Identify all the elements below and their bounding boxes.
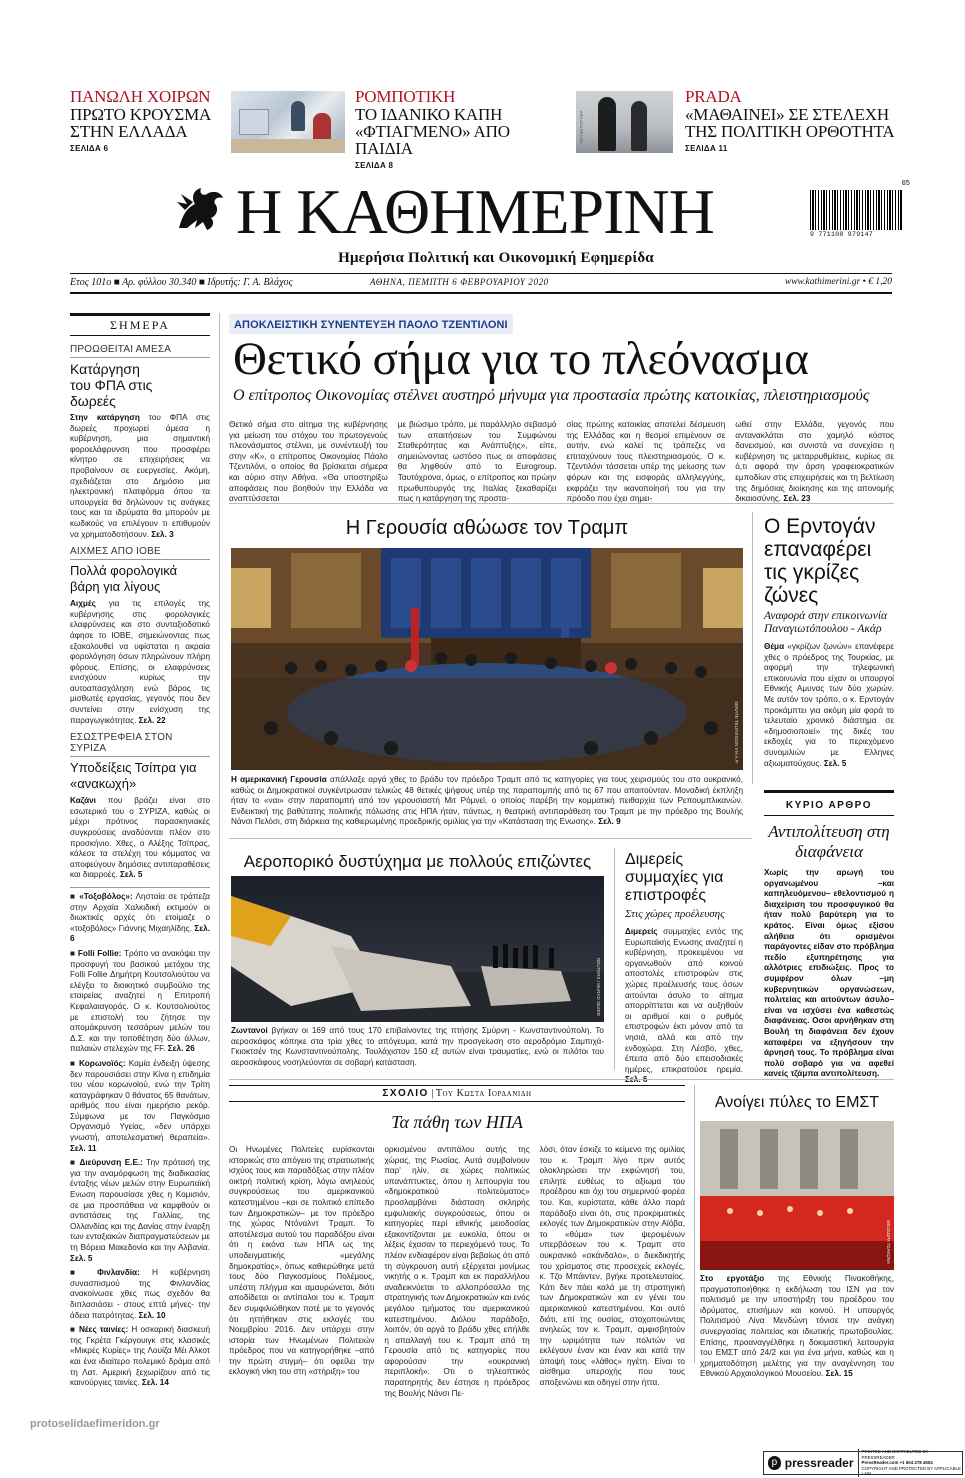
erdogan-deck: Αναφορά στην επικοινωνία Παναγιωτόπουλου - Ακάρ	[764, 610, 888, 635]
caption-page: Σελ. 15	[825, 1369, 853, 1379]
alliances-deck: Στις χώρες προέλευσης	[625, 908, 725, 920]
sidebar-item[interactable]	[70, 732, 210, 881]
editorial-label	[764, 790, 894, 816]
editorial-title: Αντιπολίτευση στη διαφάνεια	[768, 822, 890, 861]
crash-photo	[231, 876, 604, 1022]
erdogan-text: «γκρίζων ζωνών» επανέφερε χθες ο πρόεδρος της Τουρκίας, με αφορμή την τηλεφωνική επικοινωνία που είχαν οι υπουργοί Εθνικής Αμυνας των δύο χωρών. Με αυτόν τον τρόπο, ο κ. Ερντογάν προκάμπτει για ακόμη μία φορά το τελευταίο χρονικό διάστημα σε «δημοσιοποιεί» της δικές του εκδοχές για το περιεχόμενο συνομιλιών με Ελληνες αξιωματούχους.	[764, 642, 894, 768]
pressreader-badge[interactable]	[763, 1451, 963, 1475]
lead-kicker-label: ΑΠΟΚΛΕΙΣΤΙΚΗ ΣΥΝΕΝΤΕΥΞΗ ΠΑΟΛΟ ΤΖΕΝΤΙΛΟΝΙ	[234, 319, 508, 331]
erdogan-page: Σελ. 5	[823, 758, 847, 768]
sidebar-title: Υποδείξεις Τσίπρα για «ανακωχή»	[70, 760, 197, 792]
bullet-page: Σελ. 5	[70, 1253, 93, 1263]
teaser-1[interactable]	[70, 88, 230, 153]
emst-caption	[700, 1274, 894, 1380]
lead-col-1	[229, 420, 388, 504]
sidebar-page: Σελ. 3	[151, 529, 174, 539]
bullet-text: Λησταία σε τράπεζα στην Αρχαία Χαλκιδική εκτιμούν οι διωκτικές αρχές ότι ετοίμαζε ο «τοξοβόλος» Γιάννης Μιχαηλίδης.	[70, 892, 210, 933]
editorial-label-text: ΚΥΡΙΟ ΑΡΘΡΟ	[785, 800, 873, 811]
caption-lead: Στο εργοτάξιο	[700, 1274, 765, 1283]
column-rule-lower	[694, 1085, 695, 1363]
sidebar	[70, 313, 210, 1393]
sidebar-kicker: ΑΙΧΜΕΣ ΑΠΟ ΙΟΒΕ	[70, 546, 210, 560]
dateline-center: ΑΘΗΝΑ, ΠΕΜΠΤΗ 6 ΦΕΒΡΟΥΑΡΙΟΥ 2020	[370, 277, 549, 287]
teaser-page: ΣΕΛΙΔΑ 8	[355, 161, 394, 170]
sidebar-bullet[interactable]: ■ Folli Follie: Τρόπο να ανακόψει την προσφυγή του βασικού μετόχου της Folli Follie Δημήτρη Κουτσολιούτου να ελέγξει το διοικητικό συμβούλιο της εταιρείας αναζητεί η Επιτροπή Κεφαλαιαγοράς. Ο κ. Κουτσολιούτος με επιστολή του ζήτησε την απομάκρυνση τεσσάρων μελών του Δ.Σ. και την τοποθέτηση δύο άλλων, παλαιών στελεχών της FF. Σελ. 26	[70, 948, 210, 1054]
lead-rule	[229, 503, 894, 504]
dateline-rule-top	[70, 273, 892, 274]
sidebar-header-label: ΣΗΜΕΡΑ	[110, 318, 170, 332]
erdogan-story[interactable]	[764, 515, 894, 769]
editorial[interactable]	[764, 790, 894, 1080]
commentary-title[interactable]: Τα πάθη των ΗΠΑ	[391, 1112, 523, 1132]
sidebar-text: που βράζει είναι στο εσωτερικό του ο ΣΥΡΙΖΑ, καθώς οι μέχρι πρότινος παρασκηνιακές συγκρούσεις αναδύονται πλέον στο προσκήνιο. Χθες, ο Αλέξης Τσίπρας, κάλεσε τα στελέχη του κόμματος να αποφεύγουν δημόσιες αντιπαραθέσεις και διαρροές.	[70, 796, 210, 880]
lead-text: Θετικό σήμα στο αίτημα της κυβέρνησης για μείωση του στόχου του πρωτογενούς πλεονάσματος στέλνει, με συνέντευξή του στην «Κ», ο επίτροπος Οικονομίας Πάολο Τζεντιλόνι, ο οποίος θα βρίσκεται σήμερα και αύριο στην Αθήνα. «Θα υποστηρίξω αποφάσεις που βοηθούν την Ελλάδα να αναπτύσσεται	[229, 420, 388, 504]
bullet-lead: Νέες ταινίες:	[78, 1325, 129, 1335]
bullet-page: Σελ. 26	[167, 1044, 195, 1054]
sidebar-bullet[interactable]: ■ Διεύρυνση Ε.Ε.: Την πρότασή της για την αναμόρφωση της διαδικασίας ένταξης νέων μελών στην Ευρωπαϊκή Ενωση παρουσίασε χθες η Κομισιόν, σε μια προσπάθεια να καμφθούν οι αντιστάσεις της Γαλλίας, της Ολλανδίας και της Δανίας στην έναρξη των ενταξιακών διαπραγματεύσεων με τη Βόρεια Μακεδονία και την Αλβανία. Σελ. 5	[70, 1158, 210, 1263]
teaser-title: ΤΟ ΙΔΑΝΙΚΟ ΚΑΠΗ «ΦΤΙΑΓΜΕΝΟ» ΑΠΟ ΠΑΙΔΙΑ	[355, 105, 510, 158]
masthead-subtitle: Ημερήσια Πολιτική και Οικονομική Εφημερίδα	[338, 250, 654, 266]
alliances-text: συμμαχίες εντός της Ευρωπαϊκής Ενωσης αναζητεί η κυβέρνηση, προκειμένου να οργανωθούν από κοινού αποστολές επιστροφών στις χώρες προέλευσής τους όσων αιτούνται άσυλο το αίτημα απορρίπτεται και να αυξηθούν οι αριθμοί και ο ρυθμός επιστροφών έκτι μόνον από τα νησιά, αλλά και από την ενδοχώρα. Στη Λέσβο, χθες, έπειτα από δύο επεισοδιακές ημέρες, επικρατούσε ηρεμία.	[625, 927, 743, 1074]
sidebar-text: του ΦΠΑ στις δωρεές προχωρεί άμεσα η κυβέρνηση, μια σημαντική φοροελάφρυνση που προσφέρει κίνητρο σε επιχειρήσεις να προβαίνουν σε ευεργεσίες. Ακόμη, σχεδιάζεται στο Δημόσιο μια ηλεκτρονική πλατφόρμα όπου τα υπουργεία θα δηλώνουν τις ανάγκες τους και τα ιδρύματα θα μπορούν με κωδικούς να επιλέγουν τι επιθυμούν να χρηματοδοτήσουν.	[70, 413, 210, 539]
column-rule-right	[752, 512, 753, 784]
teaser-title: ΠΡΩΤΟ ΚΡΟΥΣΜΑ ΣΤΗΝ ΕΛΛΑΔΑ	[70, 105, 211, 141]
lead-body	[229, 420, 894, 504]
dateline-left: Ετος 101ο ■ Αρ. φύλλου 30.340 ■ Ιδρυτής: Γ. Α. Βλάχος	[70, 277, 293, 288]
teaser-kicker: ΠΑΝΩΛΗ ΧΟΙΡΩΝ	[70, 87, 211, 106]
photo-credit: SENATE TELEVISION VIA A.P.	[734, 701, 739, 764]
bullet-lead: Folli Follie:	[77, 948, 122, 958]
commentary-label: ΣΧΟΛΙΟ	[382, 1088, 429, 1099]
teaser-kicker: PRADA	[685, 87, 742, 106]
teaser-2[interactable]	[355, 88, 555, 170]
photo-credit: ΘΕΟΔΩΡΑ ΤΣΑΚΩΝΑ	[886, 1219, 891, 1264]
sidebar-header	[70, 313, 210, 336]
dateline-right: www.kathimerini.gr • € 1,20	[784, 277, 892, 287]
commentary-col-1: Οι Ηνωμένες Πολιτείες ευρίσκονται ιστορικώς στο απόγειο της στρατιωτικής ισχύος τους και παραδόξως στην πλέον οικτρή πολιτική κρίση, λόγω ανηλεούς συγκρούσεως του αμερικανικού κατεστημένου –και σε πολιτικό επίπεδο των Δημοκρατικών– με τον πρόεδρο της χώρας Ντόναλντ Τραμπ. Το αποτέλεσμα αυτού του παραδόξου είναι ότι η εικόνα των ΗΠΑ ως της υποδειγματικής «μεγάλης δημοκρατίας», όπως καθιερώθηκε μετά τους δύο Παγκοσμίους Πολέμους, υπέστη πλήγμα και αμαυρώνεται, διότι αποδίδεται οι αντίπαλοι του κ. Τραμπ δεν συμφιλιώθηκαν ποτέ με το γεγονός ότι ηττήθηκαν στις εκλογές του Νοεμβρίου 2016. Δεν υπάρχει στην ιστορία των Ηνωμένων Πολιτειών πρόεδρος που να κατηγορήθηκε –από την πρώτη στιγμή– ότι οφείλει την εκλογική νίκη του στη «στήριξη» του	[229, 1145, 375, 1377]
teaser-title: «ΜΑΘΑΙΝΕΙ» ΣΕ ΣΤΕΛΕΧΗ ΤΗΣ ΠΟΛΙΤΙΚΗ ΟΡΘΟΤΗΤΑ	[685, 105, 895, 141]
sidebar-item[interactable]	[70, 344, 210, 540]
footer-site[interactable]: protoselidaefimeridon.gr	[30, 1418, 160, 1430]
lead-col-2	[397, 420, 557, 504]
erdogan-lead: Θέμα	[764, 642, 785, 651]
lead-kicker	[229, 314, 513, 334]
sidebar-page: Σελ. 22	[138, 715, 166, 725]
commentary-sep: |	[431, 1088, 436, 1099]
bullet-lead: Κορωνοϊός:	[79, 1058, 126, 1068]
bullet-text: Την πρότασή της για την αναμόρφωση της διαδικασίας ένταξης νέων μελών στην Ευρωπαϊκή Ενωση παρουσίασε χθες η Κομισιόν, σε μια προσπάθεια να καμφθούν οι αντιστάσεις της Γαλλίας, της Ολλανδίας και της Δανίας στην έναρξη των ενταξιακών διαπραγματεύσεων με τη Βόρεια Μακεδονία και την Αλβανία.	[70, 1158, 210, 1252]
griffin-logo	[173, 184, 228, 236]
teaser-3-photo	[576, 91, 673, 153]
crash-caption	[231, 1026, 604, 1068]
teaser-2-photo	[231, 91, 345, 153]
lead-col-4	[735, 420, 894, 504]
crash-headline[interactable]: Αεροπορικό δυστύχημα με πολλούς επιζώντες	[243, 852, 592, 871]
pressreader-line: COPYRIGHT AND PROTECTED BY APPLICABLE LAW	[861, 1465, 961, 1477]
bullet-text: Η οσκαρική διασκευή της Γκρέτα Γκέργουιγκ στις κλασικές «Μικρές Κυρίες» της Λουίζα Μέι Αλκοτ και ένα ιδιαίτερο πολεμικό δράμα από τη Λατ. Αμερική ξεχωρίζουν από τις καινούργιες ταινίες.	[70, 1325, 210, 1388]
masthead-title: Η ΚΑΘΗΜΕΡΙΝΗ	[236, 176, 714, 247]
bullet-page: Σελ. 10	[138, 1310, 166, 1320]
bullet-text: Η κυβέρνηση συνασπισμού της Φινλανδίας ανακοίνωσε χθες πως σχεδόν θα διπλασιάσει - στους επτά μήνες- την άδεια πατρότητας.	[70, 1268, 210, 1320]
sidebar-bullet[interactable]: ■ «Τοξοβόλος»: Λησταία σε τράπεζα στην Αρχαία Χαλκιδική εκτιμούν οι διωκτικές αρχές ότι ετοίμαζε ο «τοξοβόλος» Γιάννης Μιχαηλίδης. Σελ. 6	[70, 892, 210, 944]
commentary-author: Του Κωστα Ιορδανιδη	[435, 1088, 532, 1099]
caption-text: βγήκαν οι 169 από τους 170 επιβαίνοντες της πτήσης Σμύρνη - Κωνσταντινούπολη. Το αεροσκάφος κόπηκε στα τρία χθες το απόγευμα, κατά την προσγείωση στο αεροδρόμιο Σαμπιχά-Γκιοκτσέν της Κωνσταντινούπολης. Τουλάχιστον 150 εξ αυτών είναι τραυματίες, ενώ οι πιλότοι του αεροσκάφους νοσηλεύονται σε σοβαρή κατάσταση.	[231, 1026, 604, 1067]
bullet-lead: Διεύρυνση Ε.Ε.:	[79, 1158, 143, 1168]
photo-credit: REUTERS / MURAD SEZER	[596, 957, 601, 1016]
pressreader-name: pressreader	[784, 1456, 854, 1470]
editorial-text: Χωρίς την αρωγή του οργανωμένου –και καπηλευόμενου– εθελοντισμού η διαχείριση του προσφυγικού θα ήταν πολύ βαρύτερη για το κράτος. Είναι όμως εξίσου αλήθεια ότι ορισμένοι παράγοντες είδαν στο πρόβλημα πεδίο εξυπηρέτησης για αλλότριες επιδιώξεις. Προς το συμφέρον όλων –μη κυβερνητικών οργανώσεων, πολιτείας και αιτούντων άσυλο– είναι να ισχύσει ένα καθεστώς διαφάνειας. Οσοι αρνήθηκαν στη Βουλή τη διαφάνεια δεν έχουν καταφέρει να εξηγήσουν την άρνησή τους. Το πρόβλημα είναι πολύ σοβαρό για να αφεθεί κανείς τζάμπα αντιπολίτευση.	[764, 868, 894, 1079]
mid-rule	[229, 838, 752, 839]
erdogan-headline: Ο Ερντογάν επαναφέρει τις γκρίζες ζώνες	[764, 515, 876, 607]
sidebar-page: Σελ. 5	[119, 870, 143, 880]
sidebar-kicker: ΠΡΟΩΘΕΙΤΑΙ ΑΜΕΣΑ	[70, 344, 210, 358]
pressreader-line: PRINTED AND DISTRIBUTED BY PRESSREADER	[861, 1449, 929, 1460]
lead-text: με βιώσιμο τρόπο, με παράλληλο σεβασμό των απαιτήσεων του Συμφώνου Σταθερότητας και Ανάπτυξης», είπε, σημειώνοντας ωστόσο πως οι αποφάσεις θα ληφθούν από το Eurogroup. Ταυτόχρονα, όμως, ο επίτροπος και πρώην πρωθυπουργός της Ιταλίας ξεκαθαρίζει πως η κατάργηση της προστα-	[397, 420, 557, 504]
caption-text: της Εθνικής Πινακοθήκης, πραγματοποιήθηκε η εκδήλωση του ΙΣΝ για τον πολιτισμό με την υποστήριξη του προέδρου του ιδρύματος, επισήμων και κοινού. Η υπουργός Πολιτισμού Λίνα Μενδώνη τόνισε την ανάγκη συνεργασίας πολιτείας και ιδιωτικής πρωτοβουλίας. Επίσης, προαναγγέλθηκε η δοκιμαστική λειτουργία του ΕΜΣΤ από 24/2 και για ένα μήνα, καθώς και η χρηματοδότηση μελέτης για την αναγέννηση του Εθνικού Αρχαιολογικού Μουσείου.	[700, 1274, 894, 1379]
emst-headline[interactable]: Ανοίγει πύλες το ΕΜΣΤ	[714, 1094, 880, 1111]
trump-headline[interactable]: Η Γερουσία αθώωσε τον Τραμπ	[345, 517, 629, 539]
barcode	[810, 180, 910, 240]
caption-lead: Η αμερικανική Γερουσία	[231, 775, 327, 784]
commentary-col-2: ορκισμένου αντιπάλου αυτής της χώρας, της Ρωσίας. Αυτά συμβαίνουν παρ' ηλίν, σε χώρες πολιτικώς υπανάπτυκτες, όπου η λεπουργία του «δημοκρατικού πολιτεύματος» προσλαμβάνει διάσταση σκληρής εμφυλιακής συγκρούσεως, όπου οι κατηγορίες περί εθνικής μειοδοσίας εξακοντίζονται με ευκολία, όπου οι λέξεις έχασαν το περιεχόμενό τους. Το πλέον ενδιαφέρον είναι βεβαίως ότι από τη σύγκρουση αυτή εξέρχεται μονίμως νικητής ο κ. Τραμπ και εκ παραλλήλου αναδεικνύεται το αλλοπρόσαλλο της στρατηγικής των Δημοκρατικών και ενός μεγάλου τμήματος του αμερικανικού κατεστημένου. Διόλου παράδοξο, λοιπόν, ότι αργά το βράδυ χθες επήλθε η απαλλαγή του κ. Τραμπ από τη Γερουσία από τις κατηγορίες που αφορούσαν την «ουκρανική περιπλοκή». Οτι ο τηλεοπτικός παρατηρητής δεν έστησε η πρόεδρος της Βουλής Νάνσι Πε-	[384, 1145, 530, 1398]
dateline-rule-bottom	[70, 292, 892, 294]
sidebar-lead: Στην κατάργηση	[70, 413, 140, 422]
trump-caption	[231, 775, 743, 828]
pressreader-line: PressReader.com +1 604 278 4604	[861, 1460, 933, 1466]
bullet-page: Σελ. 14	[141, 1378, 169, 1388]
bullet-page: Σελ. 11	[70, 1143, 97, 1153]
sidebar-bullet[interactable]: ■ Νέες ταινίες: Η οσκαρική διασκευή της Γκρέτα Γκέργουιγκ στις κλασικές «Μικρές Κυρίες» της Λουίζα Μέι Αλκοτ και ένα ιδιαίτερο πολεμικό δράμα από τη Λατ. Αμερική ξεχωρίζουν από τις καινούργιες ταινίες. Σελ. 14	[70, 1325, 210, 1388]
bullet-text: Τρόπο να ανακόψει την προσφυγή του βασικού μετόχου της Folli Follie Δημήτρη Κουτσολιούτου να ελέγξει το διοικητικό συμβούλιο της εταιρείας αναζητεί η Επιτροπή Κεφαλαιαγοράς. Ο κ. Κουτσολιούτος με επιστολή του ζήτησε την απομάκρυνση τεσσάρων μελών του Δ.Σ. και την τοποθέτηση δύο άλλων, παλαιών στελεχών της FF.	[70, 948, 210, 1054]
sidebar-divider	[70, 887, 210, 888]
barcode-issue: 05	[901, 180, 910, 188]
sidebar-title: Κατάργηση του ΦΠΑ στις δωρεές	[70, 361, 153, 409]
bullet-lead: «Τοξοβόλος»:	[79, 892, 133, 901]
caption-lead: Ζωντανοί	[231, 1026, 268, 1035]
pressreader-icon: p	[768, 1456, 781, 1470]
bullet-text: Καμία ένδειξη ύψεσης δεν παρουσιάσει στην Κίνα η επιδημία του νέου κορωνοϊού, ενώ την Τρίτη καταγράφηκαν 0 θάνατος 65 θανάτων, αριθμός που είναι ημερήσιο ρεκόρ. Σύμφωνα με τον Παγκόσμιο Οργανισμό Υγείας, «δεν υπάρχει γνωστή, αποτελεσματική θεραπεία».	[70, 1058, 210, 1143]
pressreader-info	[858, 1449, 962, 1477]
sidebar-bullet[interactable]: ■ Κορωνοϊός: Καμία ένδειξη ύψεσης δεν παρουσιάσει στην Κίνα η επιδημία του νέου κορωνοϊού, ενώ την Τρίτη καταγράφηκαν 0 θάνατος 65 θανάτων, αριθμός που είναι ημερήσιο ρεκόρ. Σύμφωνα με τον Παγκόσμιο Οργανισμό Υγείας, «δεν υπάρχει γνωστή, αποτελεσματική θεραπεία». Σελ. 11	[70, 1058, 210, 1153]
lower-rule	[229, 1079, 894, 1080]
sidebar-bullet[interactable]: ■ Φινλανδία: Η κυβέρνηση συνασπισμού της Φινλανδίας ανακοίνωσε χθες πως σχεδόν θα διπλασιάσει - στους επτά μήνες- την άδεια πατρότητας. Σελ. 10	[70, 1268, 210, 1320]
sidebar-lead: Αιχμές	[70, 599, 96, 609]
lead-deck: Ο επίτροπος Οικονομίας στέλνει αυστηρό μήνυμα για προστασία πρώτης κατοικίας, πλειστηριασμούς	[233, 387, 870, 404]
teaser-page: ΣΕΛΙΔΑ 6	[70, 144, 109, 153]
emst-photo	[700, 1121, 894, 1270]
sidebar-text: για τις επιλογές της κυβέρνησης στις φορολογικές ελαφρύνσεις και στο συνταξιοδοτικό άφησε το ΙΟΒΕ, σημειώνοντας πως εξακολουθεί να υφίσταται η ακραία φορολόγηση όσων πληρώνουν πλήρη φόρους. Επίσης, οι ελαφρύνσεις ενισχύουν κυρίως την αυτοαπασχόληση ενώ βάρος τις μισθωτές εργασίας, γεγονός που δεν συντείνει στην ενίσχυση της παραγωγικότητας.	[70, 599, 210, 725]
trump-photo	[231, 548, 743, 770]
lead-text: ωθεί στην Ελλάδα, γεγονός που αντανακλάται στο χαμηλό κόστος δανεισμού, και συνιστά να συνεχίσει η κυβέρνηση τις μεταρρυθμίσεις, κυρίως σε ό,τι αφορά την άρση γραφειοκρατικών εμποδίων στις επιχειρήσεις και τη βελτίωση της δημόσιας διοίκησης και της απονομής δικαιοσύνης.	[735, 420, 894, 504]
alliances-headline: Διμερείς συμμαχίες για επιστροφές	[625, 851, 724, 904]
sidebar-item[interactable]	[70, 546, 210, 726]
caption-text: απάλλαξε αργά χθες το βράδυ τον πρόεδρο Τραμπ από τις κατηγορίες για τους χειρισμούς του στο ουκρανικό, καθώς οι Δημοκρατικοί συγκέντρωσαν τελικώς 48 θετικές ψήφους υπέρ της παραπομπής από τις 67 που απαιτούνταν. Μοναδική έκπληξη ήταν το «ναι» στην παραπομπή από τον γερουσιαστή Μιτ Ρόμνεϊ, ο οποίος παρέβη την κομματική πειθαρχία των Ρεπουμπλικανών. Ενδεικτική της βαθύτατης πολιτικής πόλωσης στις ΗΠΑ ήταν, πάντως, η θεατρική αντιπαράθεση του Τραμπ με την πρόεδρο της Βουλής Νάνσι Πελόσι, στη διάρκεια της καθιερωμένης προεδρικής ομιλίας για την «Κατάσταση της Ενωσης».	[231, 775, 743, 827]
commentary-col-3: λόσι, όταν έσκιζε το κείμενο της ομιλίας του κ. Τραμπ λίγο πριν αυτός ολοκληρώσει την εκφώνησή του, επιλητε ευθέως το αξίωμα του προέδρου και όχι του σημερινού φορέα του. Και, κυρίστατα, κάθε άλλο παρά παράδοξο είναι ότι, στις προκριματικές εκλογές των Δημοκρατικών στην Αϊόβα, το «θύμα» των ψεροιμένων υπερβάσεων του κ. Τραμπ στο ουκρανικό «σκάνδαλο», ο διεκδικητής του χρίσματος στις προσεχείς εκλογές, κ. Τζο Μπάιντεν, βγήκε προτελευταίος. Κάτι δεν πάει καλά με τη στρατηγική των Δημοκρατικών και εν γένει του αμερικανικού κατεστημένου. Και αυτό διότι, επί της ουσίας, στοχοποιώντας ανηλεώς τον κ. Τραμπ, αμφισβητούν την ωριμότητα των πολιτών να εκλέγουν έναν και έναν και κατά την άποψή τους «λάθος» ηγέτη. Είναι το αίσθημα υπεροχής που τους αποξενώνει και οδηγεί στην ήττα.	[539, 1145, 685, 1388]
photo-credit: AP/LUCA BRUNO	[579, 111, 584, 144]
commentary-body	[229, 1145, 685, 1399]
alliances-story[interactable]	[625, 851, 743, 1086]
column-rule-mid	[614, 848, 615, 1070]
sidebar-title: Πολλά φορολογικά βάρη για λίγους	[70, 563, 178, 595]
teaser-page: ΣΕΛΙΔΑ 11	[685, 144, 728, 153]
bullet-lead: Φινλανδία:	[97, 1268, 140, 1278]
barcode-number: 9 771108 979147	[810, 231, 874, 238]
teaser-3[interactable]	[685, 88, 915, 153]
sidebar-lead: Καζάνι	[70, 796, 96, 806]
commentary-label-bar	[229, 1085, 685, 1102]
bullet-page: Σελ. 6	[70, 923, 210, 944]
lead-col-3	[566, 420, 726, 504]
lead-page: Σελ. 23	[783, 494, 811, 504]
alliances-lead: Διμερείς	[625, 927, 658, 936]
sidebar-kicker: ΕΣΩΣΤΡΕΦΕΙΑ ΣΤΟΝ ΣΥΡΙΖΑ	[70, 732, 210, 757]
lead-text: σίας πρώτης κατοικίας αποτελεί δέσμευση της Ελλάδας και η θεσμοί επιμένουν σε αυτήν, ενώ καλεί τις τράπεζες να επιταχύνουν τους πλειστηριασμούς. Ο κ. Τζεντιλόνι τάσσεται υπέρ της μείωσης των φόρων και της εισφοράς αλληλεγγύης, εκφράζει την ικανοποίησή του για την πρόοδο που έχει σημει-	[566, 420, 726, 504]
caption-page: Σελ. 9	[598, 817, 621, 827]
column-rule	[219, 313, 220, 1363]
teaser-kicker: ΡΟΜΠΟΤΙΚΗ	[355, 87, 456, 106]
lead-headline[interactable]: Θετικό σήμα για το πλεόνασμα	[233, 333, 809, 385]
